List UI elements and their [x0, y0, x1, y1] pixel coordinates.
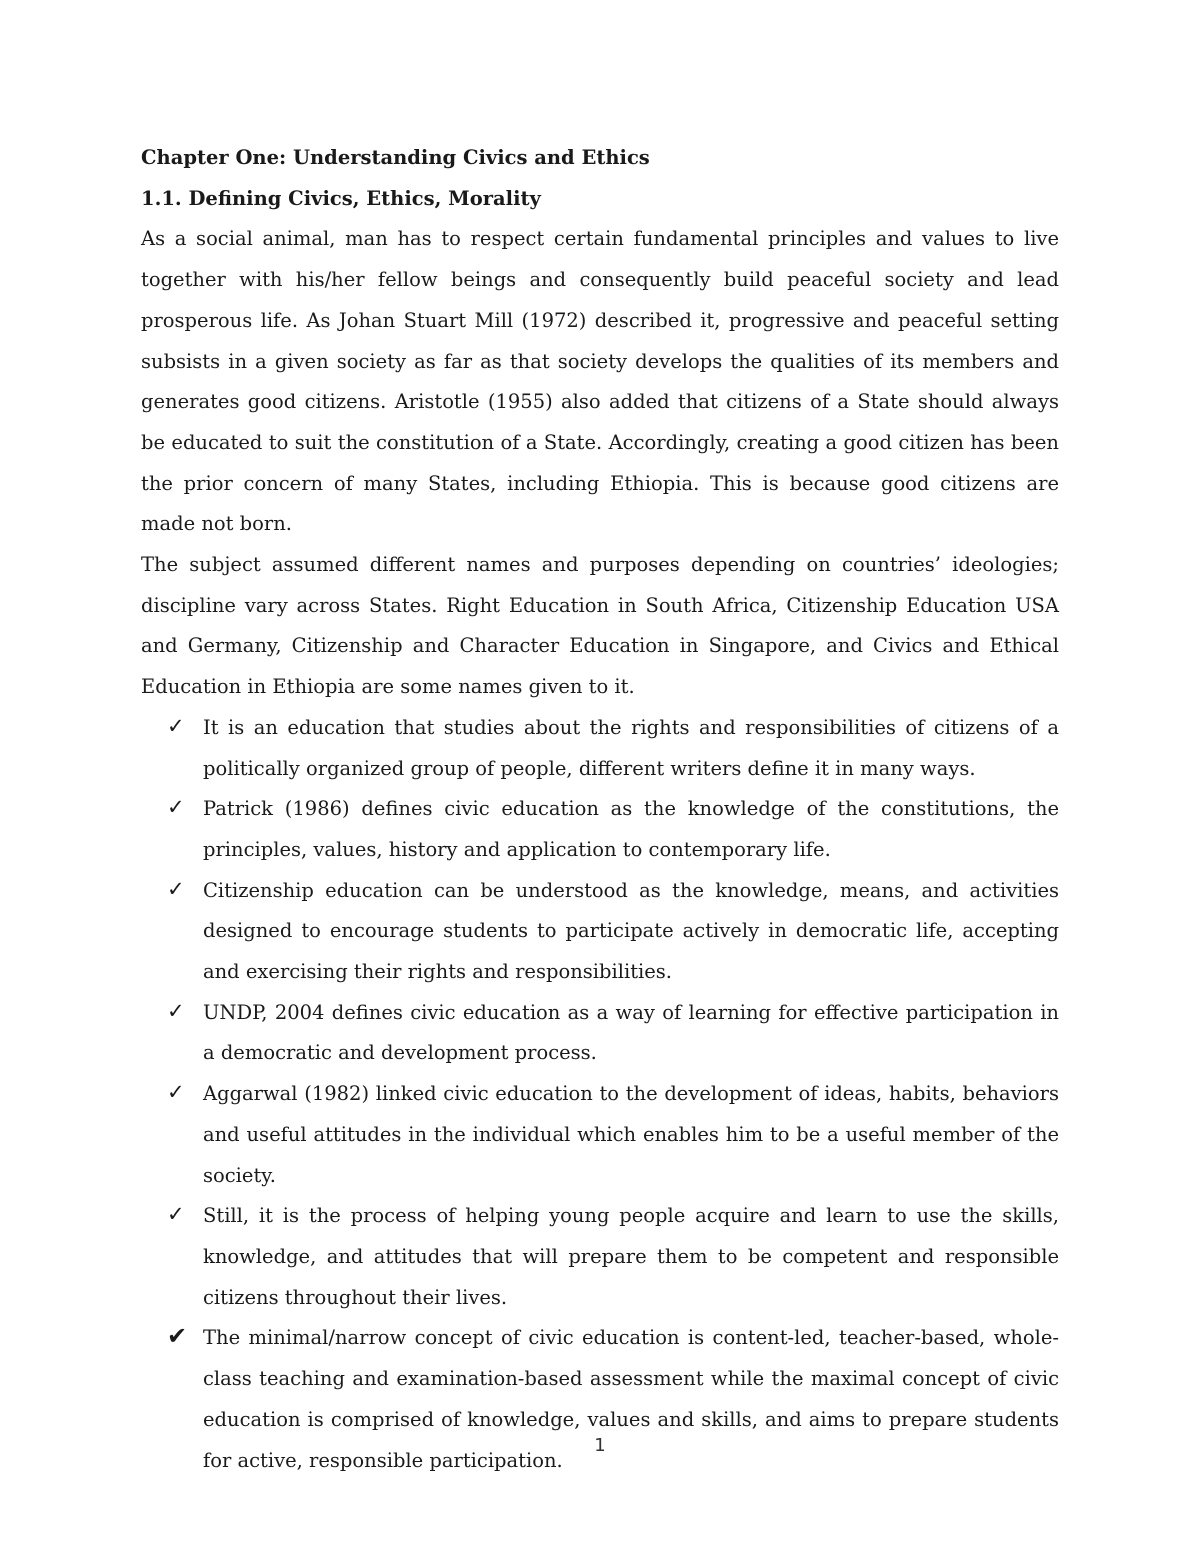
check-mark-icon: ✓	[167, 1202, 185, 1227]
check-mark-icon: ✓	[167, 713, 185, 738]
list-item	[141, 1074, 1059, 1196]
list-item-text: UNDP, 2004 defines civic education as a way of learning for effective participation in a democratic and development process.	[203, 1000, 1059, 1065]
page-number: 1	[594, 1435, 606, 1456]
paragraph-intro: As a social animal, man has to respect certain fundamental principles and values to live together with his/her fellow beings and consequently build peaceful society and lead prosperous life. As Johan Stuart Mill (1972) described it, progressive and peaceful setting subsists in a given society as far as that society develops the qualities of its members and generates good citizens. Aristotle (1955) also added that citizens of a State should always be educated to suit the constitution of a State. Accordingly, creating a good citizen has been the prior concern of many States, including Ethiopia. This is because good citizens are made not born.	[141, 227, 1059, 536]
list-item	[141, 871, 1059, 993]
check-mark-icon: ✓	[167, 795, 185, 820]
section-heading: 1.1. Defining Civics, Ethics, Morality	[141, 186, 541, 210]
chapter-title: Chapter One: Understanding Civics and Ethics	[141, 146, 650, 169]
check-mark-icon: ✓	[167, 1080, 185, 1105]
check-mark-icon: ✓	[167, 998, 185, 1023]
definition-bullet-list	[141, 708, 1059, 1481]
list-item	[141, 789, 1059, 870]
list-item	[141, 993, 1059, 1074]
list-item-text: Still, it is the process of helping young people acquire and learn to use the skills, knowledge, and attitudes that will prepare them to be competent and responsible citizens throughout their lives.	[203, 1204, 1059, 1309]
list-item-text: Aggarwal (1982) linked civic education to the development of ideas, habits, behaviors and useful attitudes in the individual which enables him to be a useful member of the society.	[203, 1082, 1059, 1187]
check-mark-icon: ✔	[167, 1322, 188, 1351]
page-content	[141, 138, 1059, 1481]
list-item	[141, 1196, 1059, 1318]
paragraph-names: The subject assumed different names and purposes depending on countries’ ideologies; discipline vary across States. Right Education in South Africa, Citizenship Education USA and Germany, Citizenship and Character Education in Singapore, and Civics and Ethical Education in Ethiopia are some names given to it.	[141, 553, 1059, 699]
list-item-text: Citizenship education can be understood as the knowledge, means, and activities designed to encourage students to participate actively in democratic life, accepting and exercising their rights and responsibilities.	[203, 878, 1059, 984]
check-mark-icon: ✓	[167, 876, 185, 901]
list-item	[141, 1318, 1059, 1481]
list-item-text: Patrick (1986) defines civic education as the knowledge of the constitutions, the principles, values, history and application to contemporary life.	[203, 797, 1059, 861]
list-item-text: It is an education that studies about the rights and responsibilities of citizens of a politically organized group of people, different writers define it in many ways.	[203, 715, 1059, 780]
list-item	[141, 708, 1059, 789]
list-item-text: The minimal/narrow concept of civic education is content-led, teacher-based, whole-class teaching and examination-based assessment while the maximal concept of civic education is comprised of knowledge, values and skills, and aims to prepare students for active, responsible participation.	[203, 1326, 1059, 1472]
